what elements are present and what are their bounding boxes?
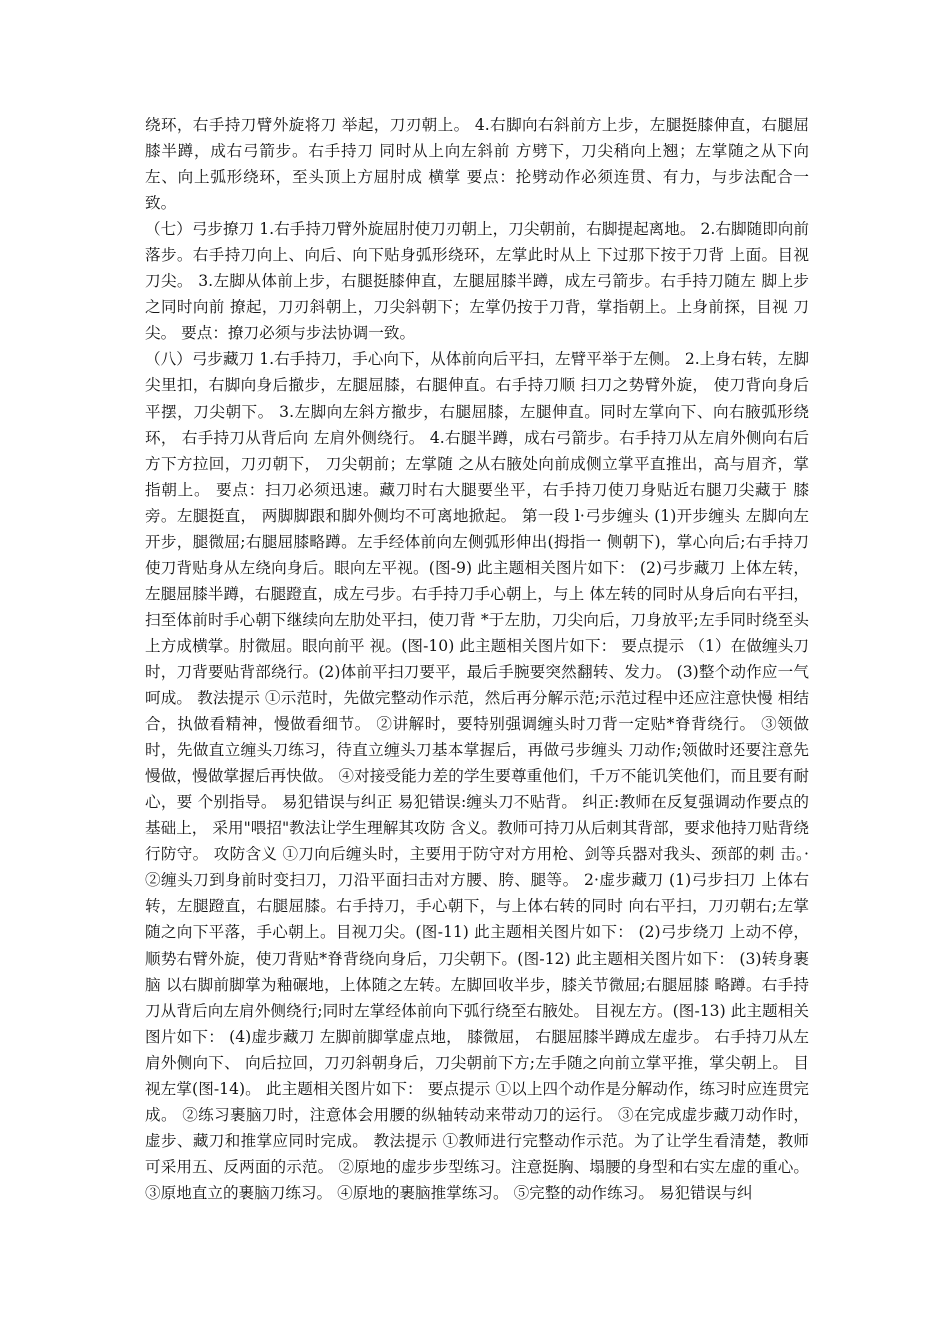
paragraph-section-7-bow-stance-slash: （七）弓步撩刀 1.右手持刀臂外旋屈肘使刀刃朝上，刀尖朝前，右脚提起离地。 2.右脚随即向前落步。右手持刀向上、向后、向下贴身弧形绕环，左掌此时从上 下过那下按于刀背 上面。目视刀尖。 3.左脚从体前上步，右腿挺膝伸直，左腿屈膝半蹲，成左弓箭步。右手持刀随左 脚上步之同时向前 撩起，刀刃斜朝上，刀尖斜朝下；左掌仍按于刀背，掌指朝上。上身前探，目视 刀尖。 要点：撩刀必须与步法协调一致。	[145, 220, 809, 343]
document-body	[145, 112, 814, 1206]
paragraph-continued-saber-form: 绕环，右手持刀臂外旋将刀 举起，刀刃朝上。 4.右脚向右斜前方上步，左腿挺膝伸直，右腿屈膝半蹲，成右弓箭步。右手持刀 同时从上向左斜前 方劈下，刀尖稍向上翘；左掌随之从下向左、向上弧形绕环，至头顶上方屈肘成 横掌 要点：抡劈动作必须连贯、有力，与步法配合一致。	[145, 116, 809, 213]
paragraph-section-8-bow-stance-hide-saber: （八）弓步藏刀 1.右手持刀，手心向下，从体前向后平扫，左臂平举于左侧。 2.上身右转，左脚尖里扣，右脚向身后撤步，左腿屈膝，右腿伸直。右手持刀顺 扫刀之势臂外旋， 使刀背向身后平摆，刀尖朝下。 3.左脚向左斜方撤步，右腿屈膝，左腿伸直。同时左掌向下、向右腋弧形绕环， 右手持刀从背后向 左肩外侧绕行。 4.右腿半蹲，成右弓箭步。右手持刀从左肩外侧向右后方下方拉回，刀刃朝下， 刀尖朝前；左掌随 之从右腋处向前成侧立掌平直推出，高与眉齐，掌指朝上。 要点：扫刀必须迅速。藏刀时右大腿要坐平，右手持刀使刀身贴近右腿刀尖藏于 膝旁。左腿挺直， 两脚脚跟和脚外侧均不可离地掀起。 第一段 l·弓步缠头 (1)开步缠头 左脚向左开步，腿微屈;右腿屈膝略蹲。左手经体前向左侧弧形伸出(拇指一 侧朝下)，掌心向后;右手持刀使刀背贴身从左绕向身后。眼向左平视。(图-9) 此主题相关图片如下： (2)弓步藏刀 上体左转，左腿屈膝半蹲，右腿蹬直，成左弓步。右手持刀手心朝上，与上 体左转的同时从身后向右平扫，扫至体前时手心朝下继续向左肋处平扫，使刀背 *于左肋，刀尖向后，刀身放平;左手同时绕至头上方成横掌。肘微屈。眼向前平 视。(图-10) 此主题相关图片如下： 要点提示 （1）在做缠头刀时，刀背要贴背部绕行。(2)体前平扫刀要平，最后手腕要突然翻转、发力。 (3)整个动作应一气呵成。 教法提示 ①示范时，先做完整动作示范，然后再分解示范;示范过程中还应注意快慢 相结合，执做看精神，慢做看细节。 ②讲解时，要特别强调缠头时刀背一定贴*脊背绕行。 ③领做时，先做直立缠头刀练习，待直立缠头刀基本掌握后，再做弓步缠头 刀动作;领做时还要注意先慢做，慢做掌握后再快做。 ④对接受能力差的学生要尊重他们，千万不能讥笑他们，而且要有耐心，要 个别指导。 易犯错误与纠正 易犯错误:缠头刀不贴背。 纠正:教师在反复强调动作要点的基础上， 采用"喂招"教法让学生理解其攻防 含义。教师可持刀从后刺其背部，要求他持刀贴背绕行防守。 攻防含义 ①刀向后缠头时，主要用于防守对方用枪、剑等兵器对我头、颈部的刺 击。· ②缠头刀到身前时变扫刀，刀沿平面扫击对方腰、胯、腿等。 2·虚步藏刀 (1)弓步扫刀 上体右转，左腿蹬直，右腿屈膝。右手持刀，手心朝下，与上体右转的同时 向右平扫，刀刃朝右;左掌随之向下平落，手心朝上。目视刀尖。(图-11) 此主题相关图片如下： (2)弓步绕刀 上动不停，顺势右臂外旋，使刀背贴*脊背绕向身后，刀尖朝下。(图-12) 此主题相关图片如下： (3)转身裹脑 以右脚前脚掌为釉碾地，上体随之左转。左脚回收半步，膝关节微屈;右腿屈膝 略蹲。右手持刀从背后向左肩外侧绕行;同时左掌经体前向下弧行绕至右腋处。 目视左方。(图-13) 此主题相关图片如下： (4)虚步藏刀 左脚前脚掌虚点地， 膝微屈， 右腿屈膝半蹲成左虚步。 右手持刀从左肩外侧向下、 向后拉回，刀刃斜朝身后，刀尖朝前下方;左手随之向前立掌平推，掌尖朝上。 目视左掌(图-14)。 此主题相关图片如下： 要点提示 ①以上四个动作是分解动作，练习时应连贯完成。 ②练习裹脑刀时，注意体会用腰的纵轴转动来带动刀的运行。 ③在完成虚步藏刀动作时，虚步、藏刀和推掌应同时完成。 教法提示 ①教师进行完整动作示范。为了让学生看清楚，教师可采用五、反两面的示范。 ②原地的虚步步型练习。注意挺胸、塌腰的身型和右实左虚的重心。③原地直立的裹脑刀练习。 ④原地的裹脑推掌练习。 ⑤完整的动作练习。 易犯错误与纠	[145, 350, 814, 1202]
